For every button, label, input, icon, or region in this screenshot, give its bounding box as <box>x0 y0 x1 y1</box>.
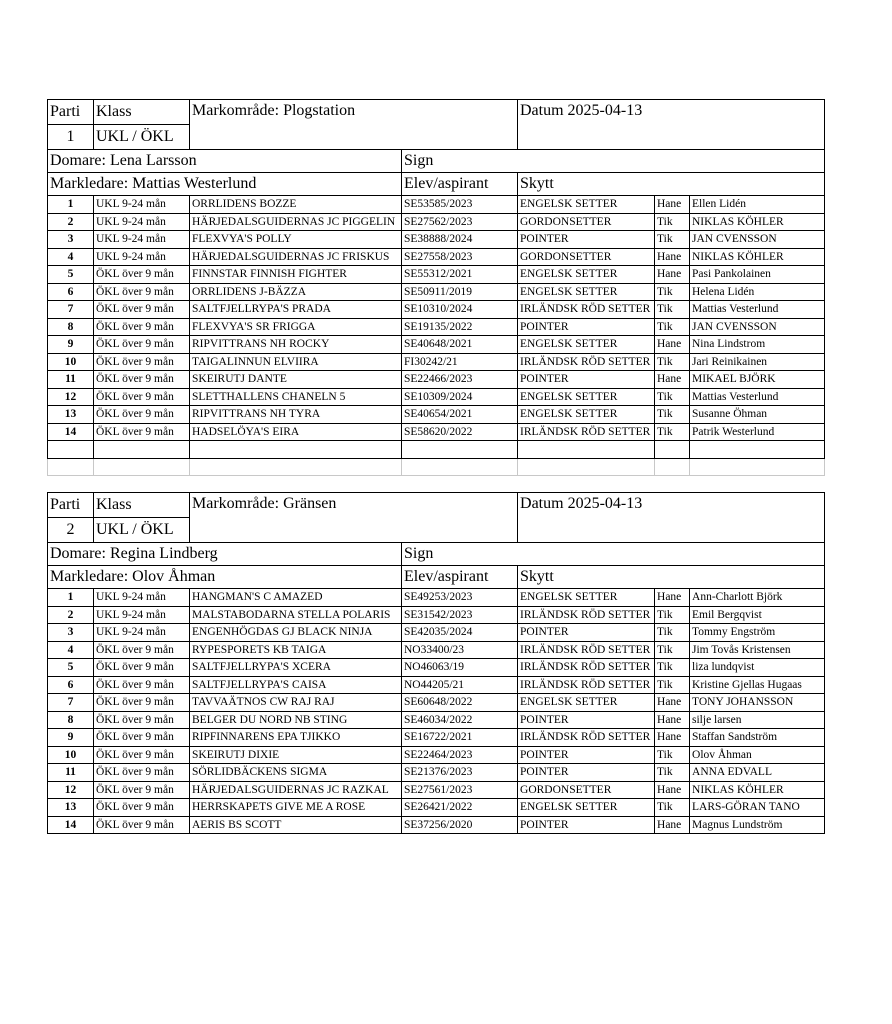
entry-handler: Ann-Charlott Björk <box>690 589 825 607</box>
entry-breed: IRLÄNDSK RÖD SETTER <box>518 641 655 659</box>
table-row <box>48 196 825 214</box>
entry-breed: IRLÄNDSK RÖD SETTER <box>518 353 655 371</box>
entry-reg-number: SE27561/2023 <box>402 781 518 799</box>
entry-dog-name: MALSTABODARNA STELLA POLARIS <box>190 606 402 624</box>
entry-dog-name: TAIGALINNUN ELVIIRA <box>190 353 402 371</box>
entry-sex: Tik <box>655 406 690 424</box>
entry-dog-name: SKEIRUTJ DANTE <box>190 371 402 389</box>
entry-class: ÖKL över 9 mån <box>94 729 190 747</box>
entry-breed: POINTER <box>518 764 655 782</box>
entry-breed: IRLÄNDSK RÖD SETTER <box>518 676 655 694</box>
entry-dog-name: FLEXVYA'S POLLY <box>190 231 402 249</box>
markledare: Markledare: Mattias Westerlund <box>48 173 402 196</box>
table-row <box>48 694 825 712</box>
entry-reg-number: NO33400/23 <box>402 641 518 659</box>
entry-reg-number: NO44205/21 <box>402 676 518 694</box>
entry-sex: Tik <box>655 606 690 624</box>
entry-sex: Hane <box>655 729 690 747</box>
entry-number: 10 <box>48 353 94 371</box>
entry-class: ÖKL över 9 mån <box>94 659 190 677</box>
entry-reg-number: SE42035/2024 <box>402 624 518 642</box>
table-row <box>48 746 825 764</box>
entry-reg-number: SE53585/2023 <box>402 196 518 214</box>
table-row <box>48 816 825 834</box>
table-row <box>48 659 825 677</box>
entry-breed: POINTER <box>518 816 655 834</box>
entry-number: 9 <box>48 729 94 747</box>
entry-number: 13 <box>48 799 94 817</box>
entry-class: ÖKL över 9 mån <box>94 746 190 764</box>
entry-dog-name: HÄRJEDALSGUIDERNAS JC PIGGELIN <box>190 213 402 231</box>
sign-label: Sign <box>402 150 825 173</box>
entry-reg-number: SE55312/2021 <box>402 266 518 284</box>
entry-breed: IRLÄNDSK RÖD SETTER <box>518 729 655 747</box>
entry-handler: Ellen Lidén <box>690 196 825 214</box>
entry-sex: Hane <box>655 711 690 729</box>
entry-breed: GORDONSETTER <box>518 781 655 799</box>
entry-dog-name: AERIS BS SCOTT <box>190 816 402 834</box>
entry-sex: Tik <box>655 301 690 319</box>
entry-class: ÖKL över 9 mån <box>94 353 190 371</box>
entry-reg-number: SE46034/2022 <box>402 711 518 729</box>
entry-sex: Tik <box>655 231 690 249</box>
table-row <box>48 624 825 642</box>
entry-breed: IRLÄNDSK RÖD SETTER <box>518 423 655 441</box>
entry-handler: Olov Åhman <box>690 746 825 764</box>
entry-handler: Nina Lindstrom <box>690 336 825 354</box>
entry-reg-number: SE27558/2023 <box>402 248 518 266</box>
entry-handler: NIKLAS KÖHLER <box>690 781 825 799</box>
entry-handler: Jari Reinikainen <box>690 353 825 371</box>
parti-label: Parti <box>48 493 94 518</box>
table-row <box>48 353 825 371</box>
table-row <box>48 406 825 424</box>
entry-sex: Tik <box>655 641 690 659</box>
parti-label: Parti <box>48 100 94 125</box>
entry-dog-name: SALTFJELLRYPA'S PRADA <box>190 301 402 319</box>
entry-class: UKL 9-24 mån <box>94 589 190 607</box>
entry-sex: Hane <box>655 589 690 607</box>
table-row <box>48 336 825 354</box>
entry-class: ÖKL över 9 mån <box>94 283 190 301</box>
entry-sex: Tik <box>655 799 690 817</box>
entry-dog-name: SALTFJELLRYPA'S XCERA <box>190 659 402 677</box>
datum: Datum 2025-04-13 <box>518 493 825 543</box>
parti-number: 1 <box>48 125 94 150</box>
skytt-label: Skytt <box>518 566 825 589</box>
entry-class: ÖKL över 9 mån <box>94 781 190 799</box>
entry-class: ÖKL över 9 mån <box>94 711 190 729</box>
table-row <box>48 318 825 336</box>
entry-dog-name: TAVVAÄTNOS CW RAJ RAJ <box>190 694 402 712</box>
entry-breed: POINTER <box>518 746 655 764</box>
skytt-label: Skytt <box>518 173 825 196</box>
entry-dog-name: SALTFJELLRYPA'S CAISA <box>190 676 402 694</box>
entry-sex: Hane <box>655 694 690 712</box>
table-row <box>48 248 825 266</box>
table-row <box>48 729 825 747</box>
table-row <box>48 301 825 319</box>
entry-class: ÖKL över 9 mån <box>94 388 190 406</box>
entry-reg-number: SE22466/2023 <box>402 371 518 389</box>
entry-number: 11 <box>48 371 94 389</box>
entry-handler: Jim Tovås Kristensen <box>690 641 825 659</box>
entry-sex: Hane <box>655 248 690 266</box>
entry-sex: Tik <box>655 676 690 694</box>
entry-handler: Mattias Vesterlund <box>690 301 825 319</box>
entry-class: ÖKL över 9 mån <box>94 676 190 694</box>
entry-number: 5 <box>48 659 94 677</box>
entry-number: 14 <box>48 423 94 441</box>
entry-class: ÖKL över 9 mån <box>94 371 190 389</box>
entry-breed: POINTER <box>518 624 655 642</box>
entry-reg-number: SE37256/2020 <box>402 816 518 834</box>
entry-sex: Hane <box>655 336 690 354</box>
table-row <box>48 283 825 301</box>
entry-sex: Tik <box>655 283 690 301</box>
entry-breed: IRLÄNDSK RÖD SETTER <box>518 301 655 319</box>
entry-class: UKL 9-24 mån <box>94 248 190 266</box>
entry-breed: GORDONSETTER <box>518 213 655 231</box>
entry-class: UKL 9-24 mån <box>94 231 190 249</box>
entry-handler: TONY JOHANSSON <box>690 694 825 712</box>
entry-breed: ENGELSK SETTER <box>518 406 655 424</box>
entry-breed: ENGELSK SETTER <box>518 589 655 607</box>
entry-breed: ENGELSK SETTER <box>518 799 655 817</box>
entry-reg-number: SE31542/2023 <box>402 606 518 624</box>
table-row <box>48 423 825 441</box>
entry-handler: Susanne Öhman <box>690 406 825 424</box>
entry-breed: POINTER <box>518 711 655 729</box>
entry-class: ÖKL över 9 mån <box>94 266 190 284</box>
table-row <box>48 641 825 659</box>
entry-number: 1 <box>48 196 94 214</box>
entry-class: UKL 9-24 mån <box>94 606 190 624</box>
table-row <box>48 711 825 729</box>
table-row <box>48 371 825 389</box>
entry-breed: ENGELSK SETTER <box>518 196 655 214</box>
entry-sex: Tik <box>655 423 690 441</box>
entry-dog-name: FINNSTAR FINNISH FIGHTER <box>190 266 402 284</box>
entry-handler: Pasi Pankolainen <box>690 266 825 284</box>
table-row <box>48 781 825 799</box>
entry-reg-number: SE49253/2023 <box>402 589 518 607</box>
table-row <box>48 606 825 624</box>
entry-handler: NIKLAS KÖHLER <box>690 248 825 266</box>
entry-number: 11 <box>48 764 94 782</box>
entry-breed: ENGELSK SETTER <box>518 336 655 354</box>
entry-sex: Tik <box>655 764 690 782</box>
entry-reg-number: SE26421/2022 <box>402 799 518 817</box>
entry-reg-number: SE10309/2024 <box>402 388 518 406</box>
table-row <box>48 266 825 284</box>
entry-number: 9 <box>48 336 94 354</box>
entry-number: 14 <box>48 816 94 834</box>
domare: Domare: Lena Larsson <box>48 150 402 173</box>
entry-number: 13 <box>48 406 94 424</box>
entry-handler: JAN CVENSSON <box>690 231 825 249</box>
entry-dog-name: HADSELÖYA'S EIRA <box>190 423 402 441</box>
entry-handler: Kristine Gjellas Hugaas <box>690 676 825 694</box>
entry-class: ÖKL över 9 mån <box>94 816 190 834</box>
entry-breed: IRLÄNDSK RÖD SETTER <box>518 659 655 677</box>
table-row <box>48 231 825 249</box>
entries-list-2 <box>48 589 825 834</box>
entry-dog-name: ENGENHÖGDAS GJ BLACK NINJA <box>190 624 402 642</box>
klass-value: UKL / ÖKL <box>94 125 190 150</box>
entry-class: ÖKL över 9 mån <box>94 799 190 817</box>
klass-label: Klass <box>94 100 190 125</box>
entry-handler: Staffan Sandström <box>690 729 825 747</box>
entry-number: 6 <box>48 283 94 301</box>
entry-dog-name: RIPVITTRANS NH ROCKY <box>190 336 402 354</box>
entry-class: ÖKL över 9 mån <box>94 336 190 354</box>
entry-reg-number: SE38888/2024 <box>402 231 518 249</box>
parti-number: 2 <box>48 518 94 543</box>
entry-handler: JAN CVENSSON <box>690 318 825 336</box>
entry-reg-number: SE19135/2022 <box>402 318 518 336</box>
entry-handler: ANNA EDVALL <box>690 764 825 782</box>
entry-class: ÖKL över 9 mån <box>94 641 190 659</box>
entry-breed: POINTER <box>518 231 655 249</box>
entry-sex: Hane <box>655 266 690 284</box>
entry-number: 12 <box>48 781 94 799</box>
entry-breed: POINTER <box>518 318 655 336</box>
entry-handler: LARS-GÖRAN TANO <box>690 799 825 817</box>
entry-reg-number: SE10310/2024 <box>402 301 518 319</box>
entry-handler: liza lundqvist <box>690 659 825 677</box>
entry-handler: Patrik Westerlund <box>690 423 825 441</box>
markomrade: Markområde: Plogstation <box>190 100 518 150</box>
entry-breed: ENGELSK SETTER <box>518 266 655 284</box>
sign-label: Sign <box>402 543 825 566</box>
entry-dog-name: FLEXVYA'S SR FRIGGA <box>190 318 402 336</box>
table-row <box>48 589 825 607</box>
entry-class: ÖKL över 9 mån <box>94 694 190 712</box>
entry-number: 4 <box>48 641 94 659</box>
entry-number: 7 <box>48 694 94 712</box>
markledare: Markledare: Olov Åhman <box>48 566 402 589</box>
entry-sex: Hane <box>655 781 690 799</box>
entries-list-1 <box>48 196 825 441</box>
entry-breed: ENGELSK SETTER <box>518 283 655 301</box>
entry-sex: Tik <box>655 659 690 677</box>
entry-reg-number: SE22464/2023 <box>402 746 518 764</box>
domare: Domare: Regina Lindberg <box>48 543 402 566</box>
entry-sex: Tik <box>655 624 690 642</box>
table-row <box>48 799 825 817</box>
klass-label: Klass <box>94 493 190 518</box>
entry-sex: Hane <box>655 371 690 389</box>
entry-number: 2 <box>48 606 94 624</box>
entry-dog-name: SÖRLIDBÄCKENS SIGMA <box>190 764 402 782</box>
entry-handler: silje larsen <box>690 711 825 729</box>
document-page <box>47 99 824 834</box>
entry-handler: Mattias Vesterlund <box>690 388 825 406</box>
entry-dog-name: RIPVITTRANS NH TYRA <box>190 406 402 424</box>
entry-dog-name: RYPESPORETS KB TAIGA <box>190 641 402 659</box>
entry-number: 1 <box>48 589 94 607</box>
entry-number: 10 <box>48 746 94 764</box>
entry-reg-number: SE40654/2021 <box>402 406 518 424</box>
entry-handler: MIKAEL BJÖRK <box>690 371 825 389</box>
elev-aspirant-label: Elev/aspirant <box>402 566 518 589</box>
entry-class: ÖKL över 9 mån <box>94 423 190 441</box>
parti-table-1 <box>47 99 825 476</box>
entry-reg-number: FI30242/21 <box>402 353 518 371</box>
table-row <box>48 676 825 694</box>
entry-breed: ENGELSK SETTER <box>518 388 655 406</box>
entry-number: 6 <box>48 676 94 694</box>
entry-reg-number: SE27562/2023 <box>402 213 518 231</box>
entry-number: 8 <box>48 711 94 729</box>
entry-number: 7 <box>48 301 94 319</box>
entry-sex: Tik <box>655 353 690 371</box>
entry-dog-name: BELGER DU NORD NB STING <box>190 711 402 729</box>
entry-class: UKL 9-24 mån <box>94 213 190 231</box>
entry-handler: Emil Bergqvist <box>690 606 825 624</box>
entry-number: 3 <box>48 231 94 249</box>
table-row <box>48 764 825 782</box>
klass-value: UKL / ÖKL <box>94 518 190 543</box>
entry-reg-number: NO46063/19 <box>402 659 518 677</box>
entry-number: 8 <box>48 318 94 336</box>
entry-dog-name: ORRLIDENS J-BÄZZA <box>190 283 402 301</box>
entry-dog-name: HERRSKAPETS GIVE ME A ROSE <box>190 799 402 817</box>
markomrade: Markområde: Gränsen <box>190 493 518 543</box>
entry-dog-name: ORRLIDENS BOZZE <box>190 196 402 214</box>
entry-breed: ENGELSK SETTER <box>518 694 655 712</box>
entry-number: 3 <box>48 624 94 642</box>
entry-class: ÖKL över 9 mån <box>94 764 190 782</box>
entry-reg-number: SE60648/2022 <box>402 694 518 712</box>
entry-dog-name: HANGMAN'S C AMAZED <box>190 589 402 607</box>
entry-sex: Tik <box>655 388 690 406</box>
entry-dog-name: SLETTHALLENS CHANELN 5 <box>190 388 402 406</box>
entry-dog-name: RIPFINNARENS EPA TJIKKO <box>190 729 402 747</box>
entry-reg-number: SE16722/2021 <box>402 729 518 747</box>
entry-breed: POINTER <box>518 371 655 389</box>
entry-class: UKL 9-24 mån <box>94 196 190 214</box>
entry-reg-number: SE21376/2023 <box>402 764 518 782</box>
entry-reg-number: SE40648/2021 <box>402 336 518 354</box>
entry-dog-name: SKEIRUTJ DIXIE <box>190 746 402 764</box>
entry-handler: NIKLAS KÖHLER <box>690 213 825 231</box>
entry-dog-name: HÄRJEDALSGUIDERNAS JC RAZKAL <box>190 781 402 799</box>
table-row <box>48 213 825 231</box>
elev-aspirant-label: Elev/aspirant <box>402 173 518 196</box>
entry-reg-number: SE50911/2019 <box>402 283 518 301</box>
entry-class: ÖKL över 9 mån <box>94 406 190 424</box>
entry-class: UKL 9-24 mån <box>94 624 190 642</box>
entry-sex: Hane <box>655 196 690 214</box>
entry-number: 12 <box>48 388 94 406</box>
entry-sex: Hane <box>655 816 690 834</box>
parti-table-2 <box>47 492 825 834</box>
datum: Datum 2025-04-13 <box>518 100 825 150</box>
entry-class: ÖKL över 9 mån <box>94 301 190 319</box>
entry-number: 2 <box>48 213 94 231</box>
entry-breed: IRLÄNDSK RÖD SETTER <box>518 606 655 624</box>
entry-number: 4 <box>48 248 94 266</box>
entry-handler: Tommy Engström <box>690 624 825 642</box>
entry-number: 5 <box>48 266 94 284</box>
entry-handler: Magnus Lundström <box>690 816 825 834</box>
entry-handler: Helena Lidén <box>690 283 825 301</box>
entry-dog-name: HÄRJEDALSGUIDERNAS JC FRISKUS <box>190 248 402 266</box>
entry-breed: GORDONSETTER <box>518 248 655 266</box>
table-row <box>48 388 825 406</box>
entry-reg-number: SE58620/2022 <box>402 423 518 441</box>
entry-sex: Tik <box>655 213 690 231</box>
entry-class: ÖKL över 9 mån <box>94 318 190 336</box>
entry-sex: Tik <box>655 746 690 764</box>
entry-sex: Tik <box>655 318 690 336</box>
